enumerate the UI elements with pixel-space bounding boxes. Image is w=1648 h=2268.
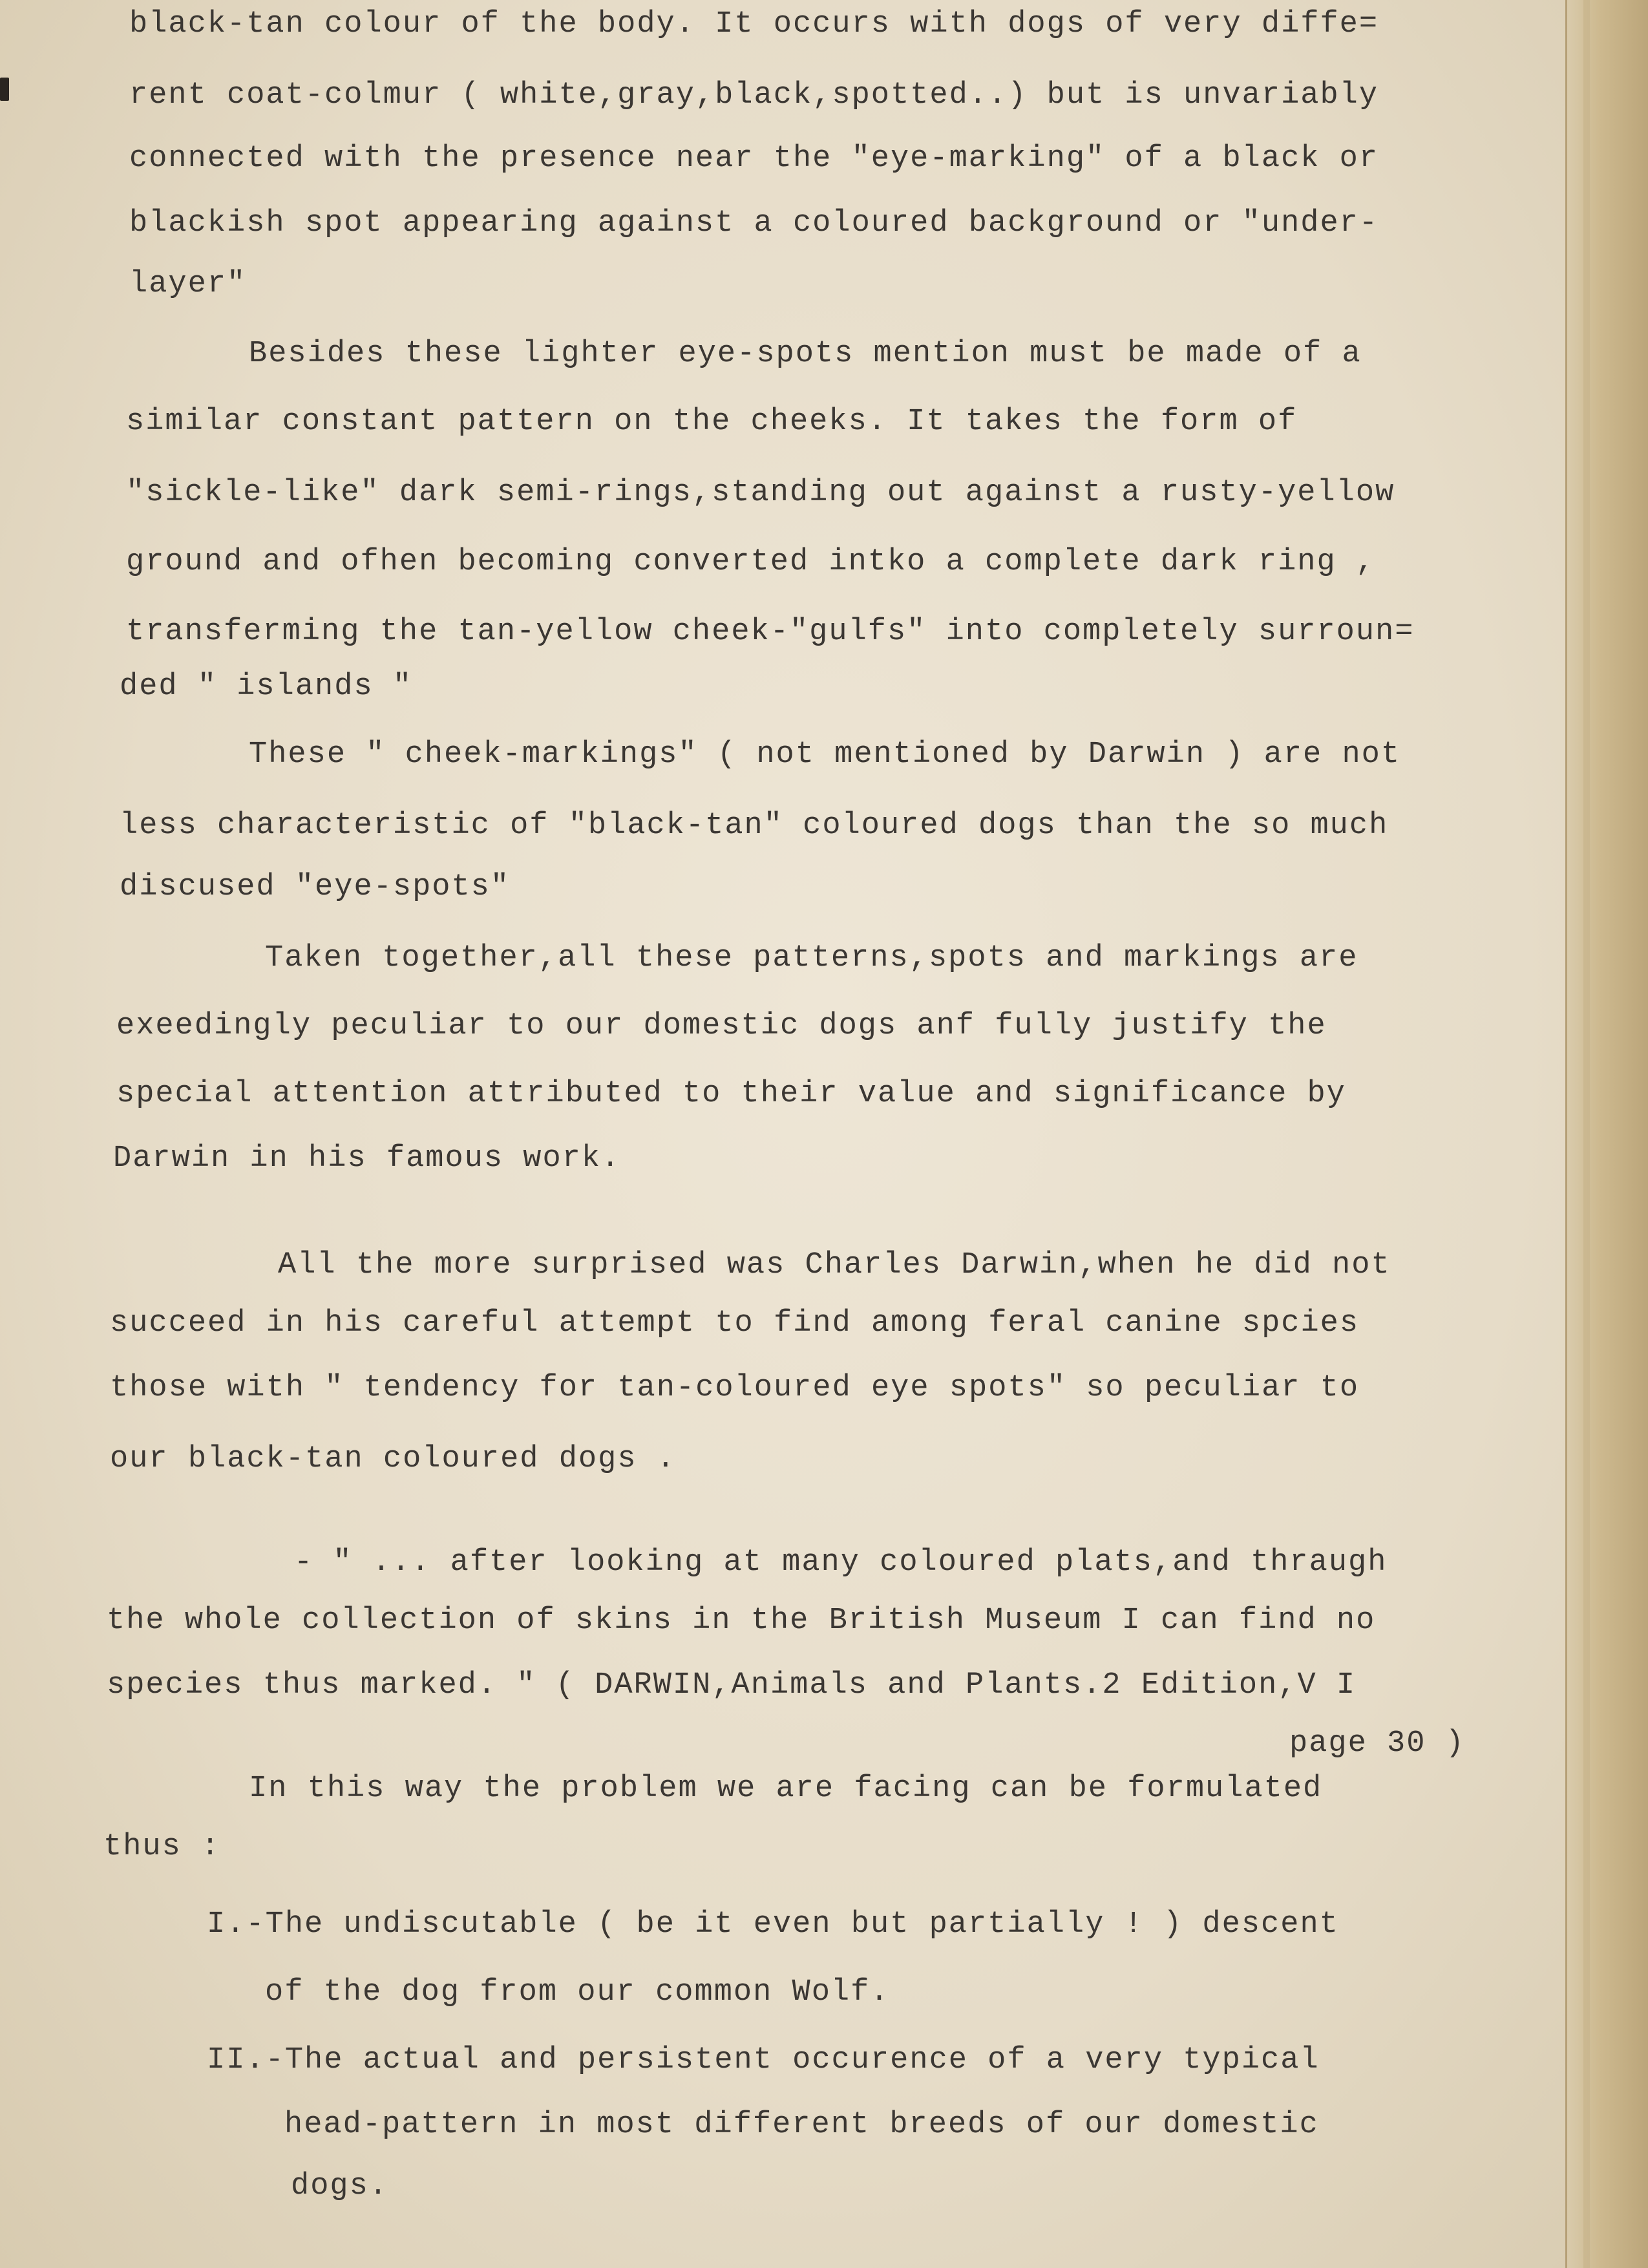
text-line: All the more surprised was Charles Darwin,when he did not [278, 1248, 1391, 1282]
text-line: These " cheek-markings" ( not mentioned by Darwin ) are not [249, 737, 1401, 772]
text-line: layer" [129, 267, 247, 301]
text-line: special attention attributed to their value and significance by [116, 1077, 1346, 1111]
text-line: Darwin in his famous work. [113, 1141, 621, 1176]
text-line: ded " islands " [120, 670, 413, 704]
text-line: thus : [103, 1830, 221, 1864]
text-line: species thus marked. " ( DARWIN,Animals and Plants.2 Edition,V I [107, 1668, 1357, 1702]
text-line: blackish spot appearing against a coloured background or "under- [129, 206, 1379, 240]
text-line: of the dog from our common Wolf. [265, 1975, 890, 2009]
page-edge [1565, 0, 1648, 2268]
text-line: black-tan colour of the body. It occurs with dogs of very diffe= [129, 7, 1379, 41]
text-line: transferming the tan-yellow cheek-"gulfs" into completely surroun= [126, 615, 1415, 649]
text-line: In this way the problem we are facing can be formulated [249, 1772, 1323, 1806]
text-line: our black-tan coloured dogs . [110, 1442, 676, 1476]
text-line: those with " tendency for tan-coloured eye spots" so peculiar to [110, 1371, 1360, 1405]
text-line: discused "eye-spots" [120, 870, 511, 904]
text-line: dogs. [291, 2169, 389, 2203]
text-line: II.-The actual and persistent occurence of a very typical [207, 2043, 1320, 2077]
text-line: rent coat-colmur ( white,gray,black,spotted..) but is unvariably [129, 78, 1379, 112]
text-line: head-pattern in most different breeds of our domestic [284, 2108, 1319, 2142]
text-line: similar constant pattern on the cheeks. It takes the form of [126, 405, 1298, 439]
text-line: Besides these lighter eye-spots mention must be made of a [249, 337, 1362, 371]
text-line: - " ... after looking at many coloured plats,and thraugh [294, 1545, 1388, 1580]
text-line: Taken together,all these patterns,spots and markings are [265, 941, 1358, 975]
text-line: ground and ofhen becoming converted intko a complete dark ring , [126, 545, 1376, 579]
text-line: page 30 ) [1289, 1726, 1465, 1761]
text-line: I.-The undiscutable ( be it even but partially ! ) descent [207, 1907, 1339, 1942]
text-line: succeed in his careful attempt to find among feral canine spcies [110, 1306, 1360, 1341]
text-line: less characteristic of "black-tan" coloured dogs than the so much [120, 809, 1389, 843]
text-line: connected with the presence near the "eye-marking" of a black or [129, 142, 1379, 176]
text-line: "sickle-like" dark semi-rings,standing out against a rusty-yellow [126, 476, 1395, 510]
page-fold [1583, 0, 1590, 2268]
text-line: exeedingly peculiar to our domestic dogs anf fully justify the [116, 1009, 1327, 1043]
text-line: the whole collection of skins in the British Museum I can find no [107, 1604, 1376, 1638]
